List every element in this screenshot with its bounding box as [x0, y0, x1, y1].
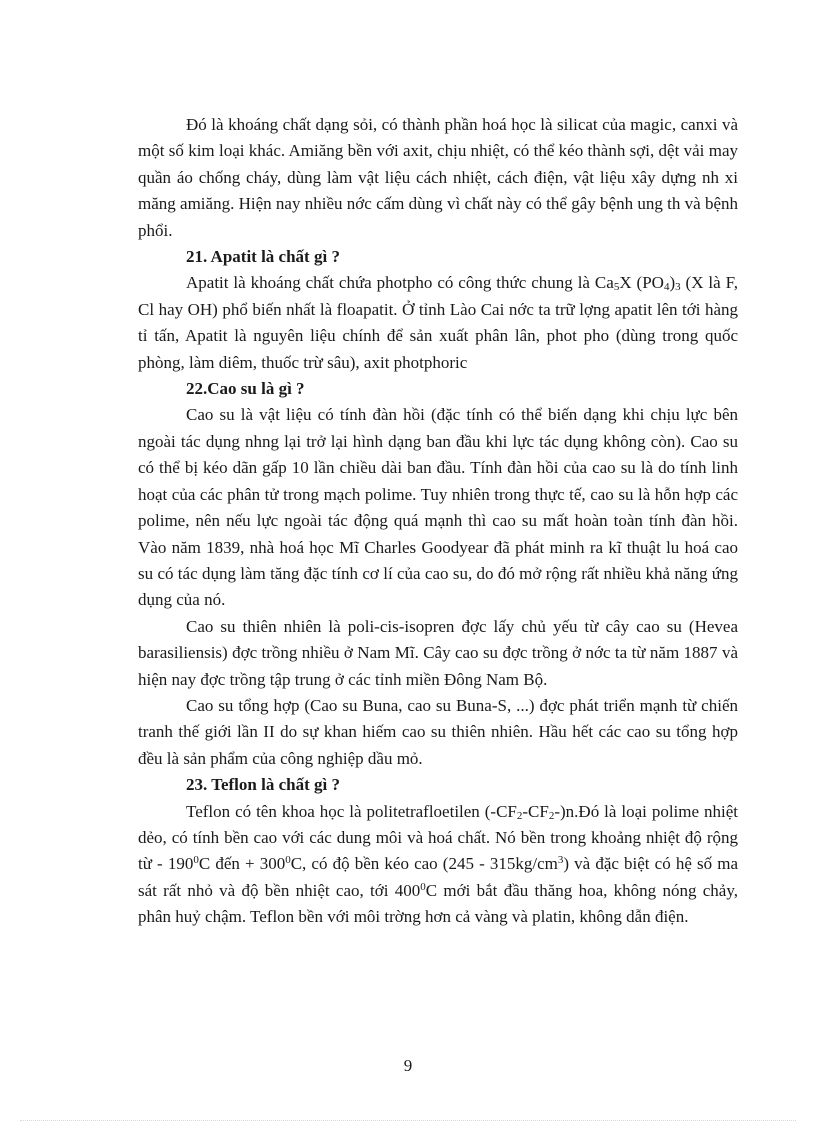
page-bottom-divider: [20, 1120, 796, 1121]
document-body: [138, 112, 738, 931]
paragraph-apatit: Apatit là khoáng chất chứa photpho có công thức chung là $Ca_5X$ $(PO_4)_3$ (X là F, Cl hay OH) phổ biến nhất là floapatit. Ở tỉnh Lào Cai nớc ta trữ lợng apatit lên tới hàng tỉ tấn, Apatit là nguyên liệu chính để sản xuất phân lân, phot pho (dùng trong quốc phòng, làm diêm, thuốc trừ sâu), axit photphoric: [138, 273, 738, 372]
paragraph-cao-su-synthetic: Cao su tổng hợp (Cao su Buna, cao su Buna-S, ...) đợc phát triển mạnh từ chiến tranh thế giới lần II do sự khan hiếm cao su thiên nhiên. Hầu hết các cao su tổng hợp đều là sản phẩm của công nghiệp dầu mỏ.: [138, 695, 738, 768]
paragraph-cao-su-definition: Cao su là vật liệu có tính đàn hồi (đặc tính có thể biến dạng khi chịu lực bên ngoài tác dụng nhng lại trở lại hình dạng ban đầu khi lực tác dụng không còn). Cao su có thể bị kéo dãn gấp 10 lần chiều dài ban đầu. Tính đàn hồi của cao su là do tính linh hoạt của các phân tử trong mạch polime. Tuy nhiên trong thực tế, cao su là hỗn hợp các polime, nên nếu lực ngoài tác động quá mạnh thì cao su mất hoàn toàn tính đàn hồi. Vào năm 1839, nhà hoá học Mĩ Charles Goodyear đã phát minh ra kĩ thuật lu hoá cao su có tác dụng làm tăng đặc tính cơ lí của cao su, do đó mở rộng rất nhiều khả năng ứng dụng của nó.: [138, 405, 738, 610]
paragraph-teflon: Teflon có tên khoa học là politetrafloetilen $(-CF_2-CF_2-)n.Đó$ là loại polime nhiệt dẻo, có tính bền cao với các dung môi và hoá chất. Nó bền trong khoảng nhiệt độ rộng từ - $190^0C$ đến + $300^0C$, có độ bền kéo cao $(245 - 315kg/cm^3)$ và đặc biệt có hệ số ma sát rất nhỏ và độ bền nhiệt cao, tới $400^0C$ mới bắt đầu thăng hoa, không nóng chảy, phân huỷ chậm. Teflon bền với môi trờng hơn cả vàng và platin, không dẫn điện.: [138, 801, 738, 927]
heading-apatit: 21. Apatit là chất gì ?: [186, 247, 340, 267]
page-number: 9: [403, 1056, 413, 1075]
heading-teflon: 23. Teflon là chất gì ?: [186, 775, 340, 795]
heading-cao-su: 22.Cao su là gì ?: [186, 379, 305, 399]
paragraph-cao-su-natural: Cao su thiên nhiên là poli-cis-isopren đợc lấy chủ yếu từ cây cao su (Hevea barasiliensis) đợc trồng nhiều ở Nam Mĩ. Cây cao su đợc trồng ở nớc ta từ năm 1887 và hiện nay đợc trồng tập trung ở các tỉnh miền Đông Nam Bộ.: [138, 616, 738, 689]
paragraph-asbestos: Đó là khoáng chất dạng sỏi, có thành phần hoá học là silicat của magic, canxi và một số kim loại khác. Amiăng bền với axit, chịu nhiệt, có thể kéo thành sợi, dệt vải may quần áo chống cháy, dùng làm vật liệu cách nhiệt, cách điện, vật liệu xây dựng nh xi măng amiăng. Hiện nay nhiều nớc cấm dùng vì chất này có thể gây bệnh ung th và bệnh phổi.: [138, 115, 738, 240]
